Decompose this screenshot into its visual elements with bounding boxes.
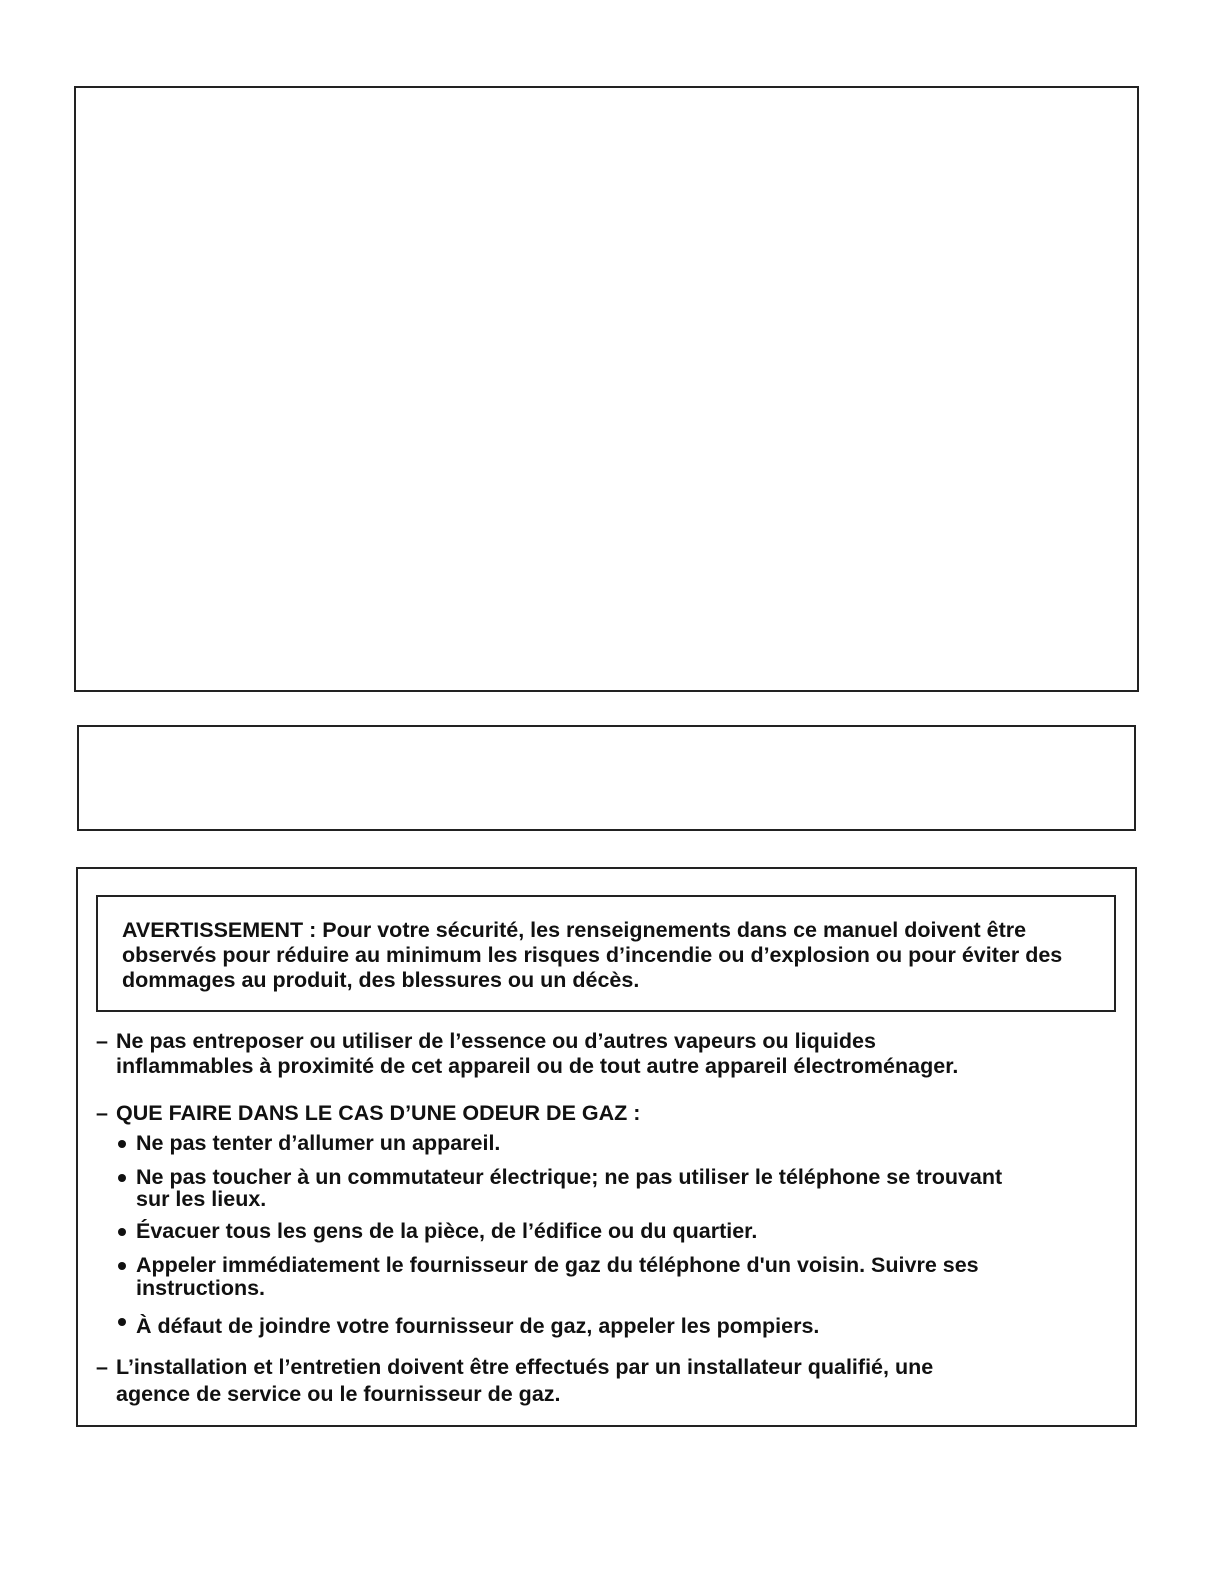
warning-statement-box <box>96 895 1116 1012</box>
bullet-2-text-line-2: sur les lieux. <box>136 1187 267 1211</box>
installation-instruction-line-1: L’installation et l’entretien doivent être effectués par un installateur qualifié, une <box>116 1355 934 1379</box>
empty-top-panel <box>74 86 1139 692</box>
bullet-5-text: À défaut de joindre votre fournisseur de gaz, appeler les pompiers. <box>136 1314 820 1338</box>
bullet-4-text-line-2: instructions. <box>136 1276 266 1300</box>
storage-instruction-line-2: inflammables à proximité de cet appareil ou de tout autre appareil électroménager. <box>116 1054 959 1078</box>
bullet-marker <box>118 1174 126 1182</box>
bullet-2-text-line-1: Ne pas toucher à un commutateur électrique; ne pas utiliser le téléphone se trouvant <box>136 1165 1003 1189</box>
install-dash: – <box>96 1355 108 1379</box>
storage-dash: – <box>96 1029 108 1053</box>
bullet-3-text: Évacuer tous les gens de la pièce, de l’édifice ou du quartier. <box>136 1219 758 1243</box>
bullet-4-text-line-1: Appeler immédiatement le fournisseur de gaz du téléphone d'un voisin. Suivre ses <box>136 1253 979 1277</box>
gas-odor-heading: QUE FAIRE DANS LE CAS D’UNE ODEUR DE GAZ : <box>116 1101 641 1125</box>
installation-instruction-line-2: agence de service ou le fournisseur de gaz. <box>116 1382 561 1406</box>
storage-instruction-line-1: Ne pas entreposer ou utiliser de l’essence ou d’autres vapeurs ou liquides <box>116 1029 876 1053</box>
bullet-marker <box>118 1140 126 1148</box>
gas-heading-dash: – <box>96 1101 108 1125</box>
warning-statement: AVERTISSEMENT : Pour votre sécurité, les renseignements dans ce manuel doivent être observés pour réduire au minimum les risques d’incendie ou d’explosion ou pour éviter des dommages au produit, des blessures ou un décès. <box>122 918 1063 992</box>
empty-middle-panel <box>77 725 1136 831</box>
bullet-1-text: Ne pas tenter d’allumer un appareil. <box>136 1131 501 1155</box>
bullet-marker <box>118 1318 126 1326</box>
bullet-marker <box>118 1262 126 1270</box>
bullet-marker <box>118 1228 126 1236</box>
